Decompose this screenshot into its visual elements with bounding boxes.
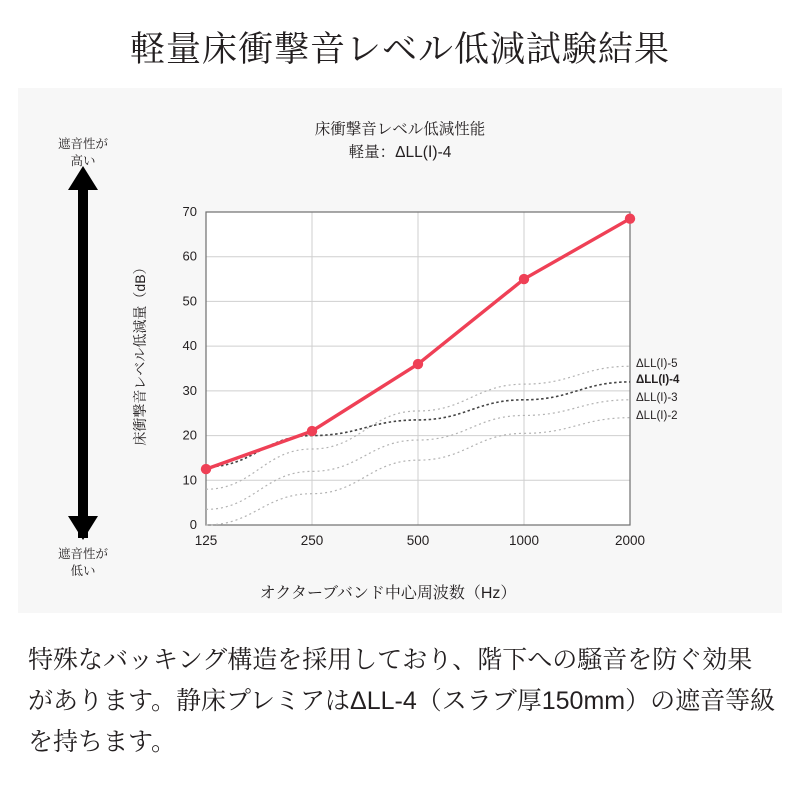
chart-panel xyxy=(18,88,782,613)
arrow-bottom-label-line1: 遮音性が xyxy=(57,547,108,561)
arrow-down-icon xyxy=(68,516,98,540)
arrow-up-icon xyxy=(68,166,98,190)
x-tick-label: 250 xyxy=(300,533,324,548)
curve-label: ΔLL(I)-2 xyxy=(636,409,678,422)
arrow-top-label xyxy=(28,136,138,170)
data-point-marker xyxy=(625,214,635,224)
y-tick-label: 10 xyxy=(182,472,197,488)
y-axis-title-text: 床衝撃音レベル低減量（dB） xyxy=(132,260,148,446)
page-title: 軽量床衝撃音レベル低減試験結果 xyxy=(129,30,670,69)
sound-insulation-arrow xyxy=(28,136,138,606)
arrow-shaft xyxy=(78,188,88,538)
x-tick-label: 1000 xyxy=(508,533,540,548)
description-text: 特殊なバッキング構造を採用しており、階下への騒音を防ぐ効果があります。静床プレミアはΔLL-4（スラブ厚150mm）の遮音等級を持ちます。 xyxy=(28,646,776,756)
arrow-bottom-label-line2: 低い xyxy=(70,564,96,578)
curve-label: ΔLL(I)-5 xyxy=(636,358,678,371)
data-point-marker xyxy=(519,274,529,284)
x-tick-label: 125 xyxy=(194,533,218,548)
x-axis-title: オクターブバンド中心周波数（Hz） xyxy=(259,585,517,602)
x-tick-label: 500 xyxy=(406,533,430,548)
arrow-top-label-line2: 高い xyxy=(70,154,96,168)
y-axis-title xyxy=(130,0,152,446)
plot-area xyxy=(132,198,748,602)
chart-heading-line2: 軽量：ΔLL(Ⅰ)-4 xyxy=(348,144,452,161)
curve-label: ΔLL(I)-3 xyxy=(636,391,678,404)
data-point-marker xyxy=(201,464,211,474)
chart-heading-line1: 床衝撃音レベル低減性能 xyxy=(314,121,486,138)
data-point-marker xyxy=(413,359,423,369)
y-tick-label: 60 xyxy=(182,248,197,264)
data-point-marker xyxy=(307,426,317,436)
y-tick-label: 70 xyxy=(182,204,197,219)
y-tick-label: 40 xyxy=(182,338,197,354)
y-tick-label: 50 xyxy=(182,293,197,309)
y-tick-label: 30 xyxy=(182,382,197,398)
y-tick-label: 20 xyxy=(182,427,197,443)
curve-label: ΔLL(I)-4 xyxy=(636,373,680,386)
y-tick-label: 0 xyxy=(189,517,197,532)
arrow-top-label-line1: 遮音性が xyxy=(57,137,108,151)
arrow-bottom-label xyxy=(28,546,138,580)
x-tick-label: 2000 xyxy=(614,533,646,548)
